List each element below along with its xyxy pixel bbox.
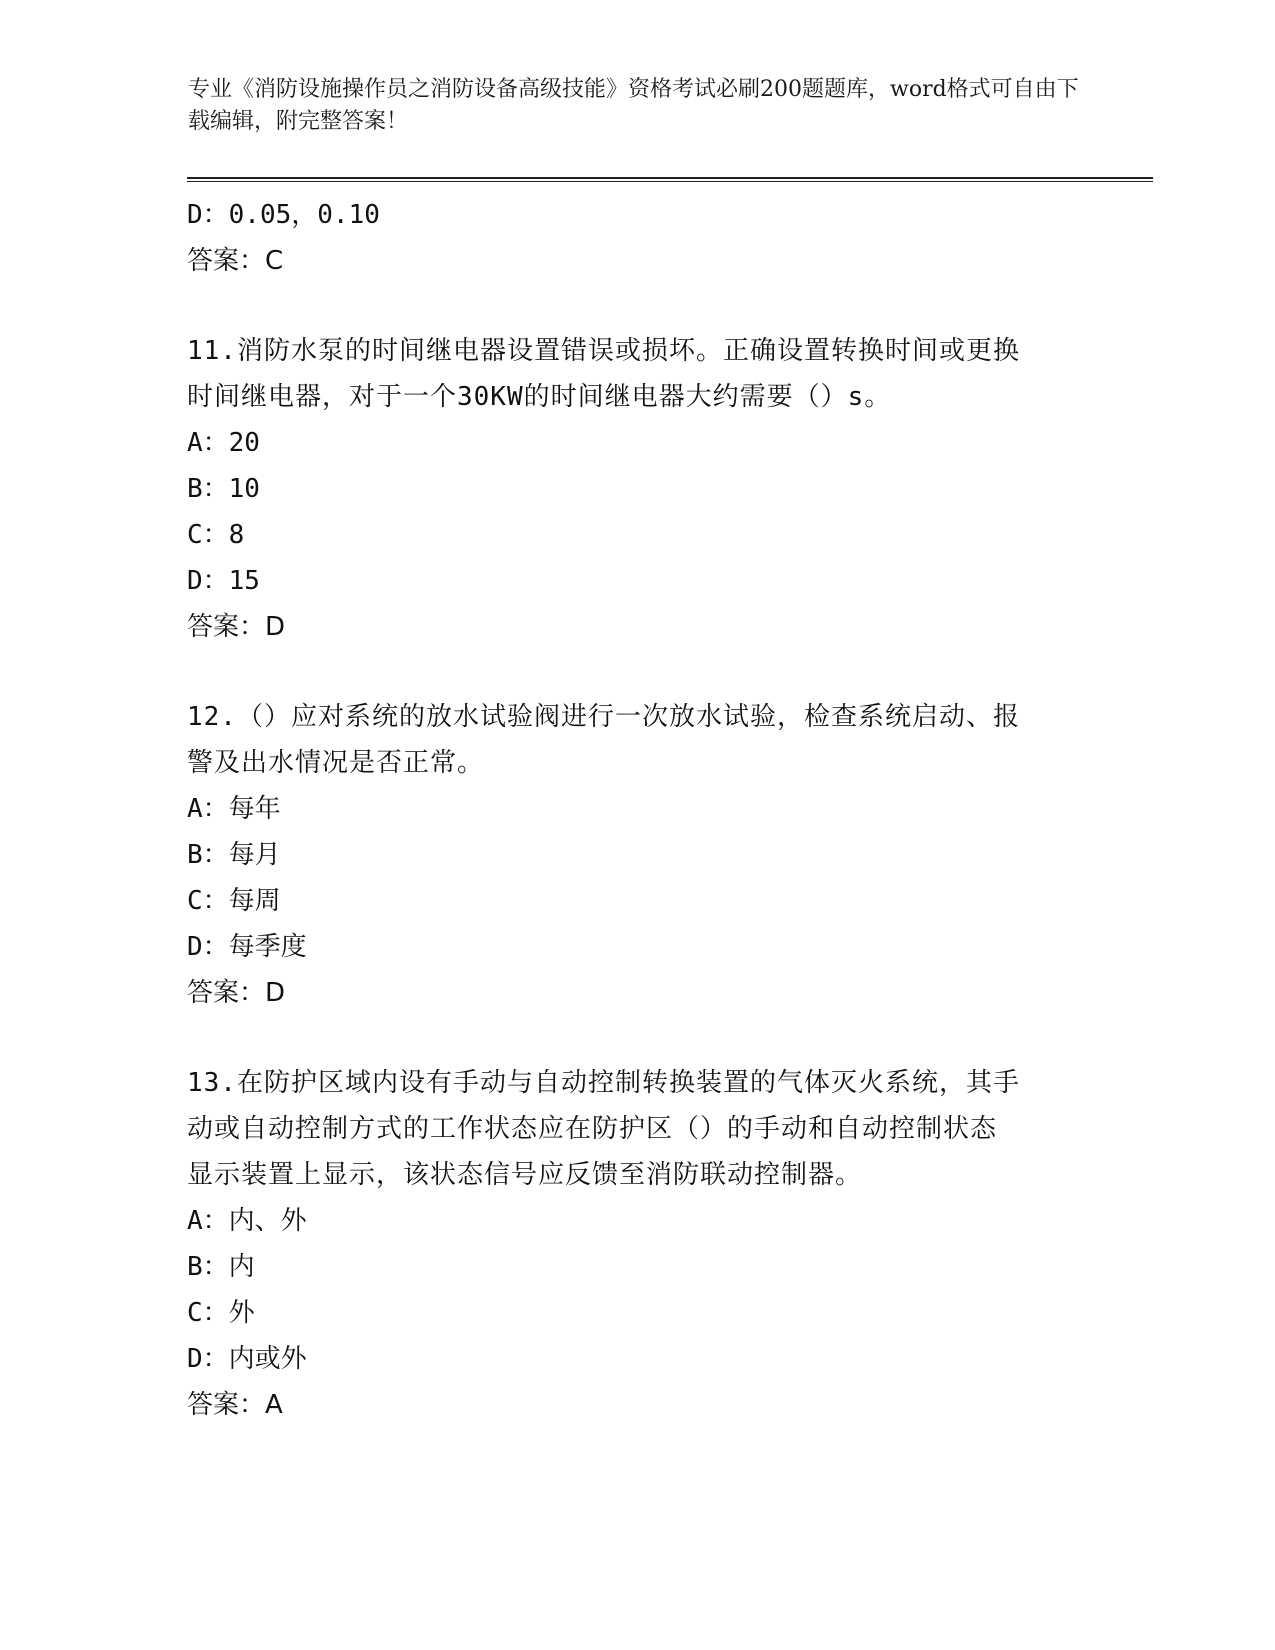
option-b: B：内 (187, 1252, 255, 1282)
question-content (187, 192, 1087, 1428)
answer-line: 答案：C (187, 246, 284, 276)
question-11 (187, 328, 1087, 650)
answer-line: 答案：A (187, 1390, 283, 1420)
option-a: A：20 (187, 428, 260, 458)
option-d: D：15 (187, 566, 260, 596)
spacer (187, 1016, 1087, 1060)
option-d: D：每季度 (187, 932, 307, 962)
question-stem: 13.在防护区域内设有手动与自动控制转换装置的气体灭火系统，其手 (187, 1068, 1020, 1098)
question-stem: 11.消防水泵的时间继电器设置错误或损坏。正确设置转换时间或更换 (187, 336, 1020, 366)
divider-line-thin (187, 181, 1153, 182)
option-b: B：每月 (187, 840, 281, 870)
question-stem: 警及出水情况是否正常。 (187, 748, 485, 778)
question-12 (187, 694, 1087, 1016)
option-b: B：10 (187, 474, 260, 504)
option-a: A：内、外 (187, 1206, 307, 1236)
option-d: D：0.05，0.10 (187, 200, 380, 230)
option-d: D：内或外 (187, 1344, 307, 1374)
spacer (187, 650, 1087, 694)
question-stem: 动或自动控制方式的工作状态应在防护区（）的手动和自动控制状态 (187, 1114, 998, 1144)
question-stem: 显示装置上显示，该状态信号应反馈至消防联动控制器。 (187, 1160, 863, 1190)
option-c: C：8 (187, 520, 245, 550)
option-c: C：外 (187, 1298, 255, 1328)
spacer (187, 284, 1087, 328)
divider-line-thick (187, 177, 1153, 179)
option-c: C：每周 (187, 886, 281, 916)
question-stem: 时间继电器，对于一个30KW的时间继电器大约需要（）s。 (187, 382, 892, 412)
page-header: 专业《消防设施操作员之消防设备高级技能》资格考试必刷200题题库，word格式可自由下载编辑，附完整答案！ (188, 77, 1079, 134)
answer-line: 答案：D (187, 612, 286, 642)
answer-line: 答案：D (187, 978, 286, 1008)
question-13 (187, 1060, 1087, 1428)
header-divider (187, 177, 1153, 183)
question-stem: 12.（）应对系统的放水试验阀进行一次放水试验，检查系统启动、报 (187, 702, 1020, 732)
option-a: A：每年 (187, 794, 281, 824)
